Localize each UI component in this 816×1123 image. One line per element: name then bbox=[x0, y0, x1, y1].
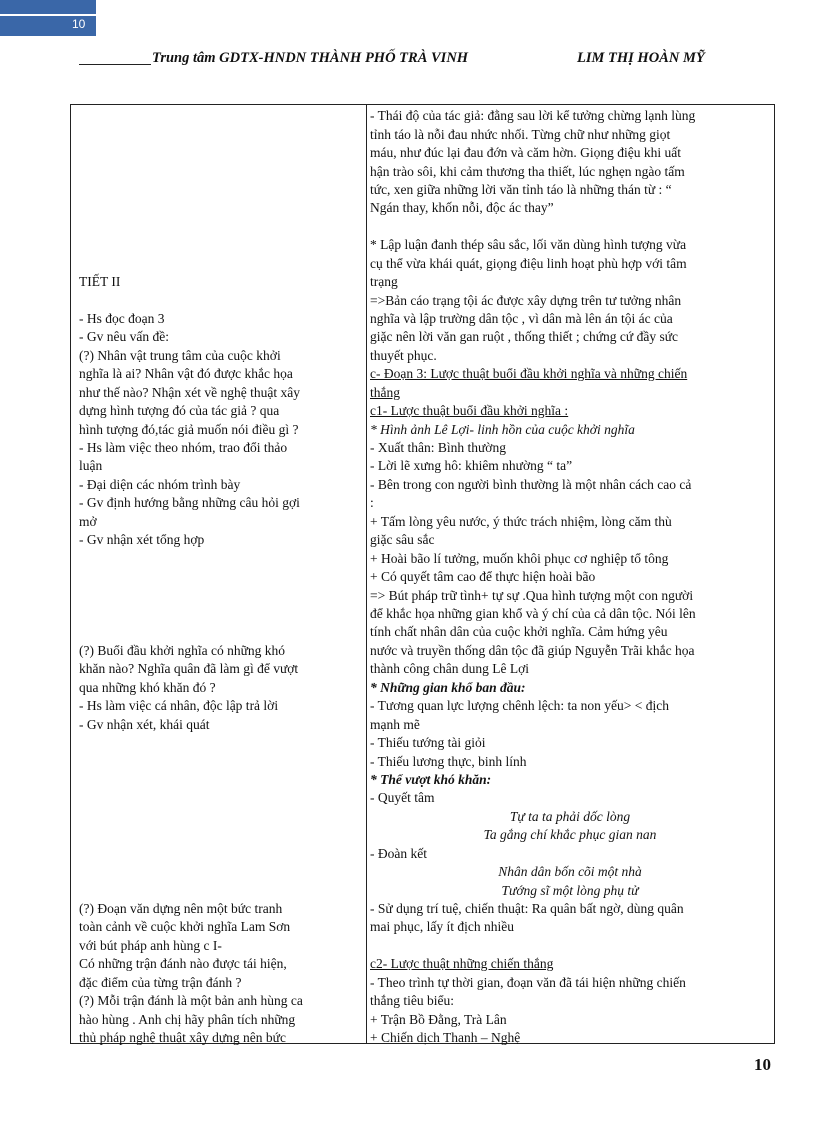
right-line: : bbox=[370, 495, 374, 510]
bold-italic-heading: * Những gian khổ ban đầu: bbox=[370, 680, 526, 695]
right-line: - Sử dụng trí tuệ, chiến thuật: Ra quân bất ngờ, dùng quân bbox=[370, 901, 684, 916]
left-line: (?) Buổi đầu khởi nghĩa có những khó bbox=[79, 643, 286, 658]
subsection-heading: c1- Lược thuật buổi đầu khởi nghĩa : bbox=[370, 403, 569, 418]
left-line: đặc điểm của từng trận đánh ? bbox=[79, 975, 242, 990]
right-line: - Xuất thân: Bình thường bbox=[370, 440, 506, 455]
right-line: - Tương quan lực lượng chênh lệch: ta non yếu> < địch bbox=[370, 698, 670, 713]
right-line: mai phục, lấy ít địch nhiều bbox=[370, 919, 514, 934]
right-line: trạng bbox=[370, 274, 398, 289]
right-line: cụ thể vừa khái quát, giọng điệu linh hoạt phù hợp với tâm bbox=[370, 256, 687, 271]
left-line: hào hùng . Anh chị hãy phân tích những bbox=[79, 1012, 296, 1027]
left-line: như thế nào? Nhận xét về nghệ thuật xây bbox=[79, 385, 300, 400]
right-line: thuyết phục. bbox=[370, 348, 437, 363]
left-line: luận bbox=[79, 458, 103, 473]
right-line: tỉnh táo là nỗi đau nhức nhối. Từng chữ như những giọt bbox=[370, 127, 671, 142]
right-line: hận trào sôi, khi cảm thương tha thiết, lúc nghẹn ngào tấm bbox=[370, 164, 685, 179]
left-line: hình tượng đó,tác giả muốn nói điều gì ? bbox=[79, 422, 299, 437]
left-line: nghĩa là ai? Nhân vật đó được khắc họa bbox=[79, 366, 293, 381]
right-line: + Chiến dịch Thanh – Nghệ bbox=[370, 1030, 521, 1045]
right-line: nước và truyền thống dân tộc đã giúp Nguyễn Trãi khắc họa bbox=[370, 643, 695, 658]
right-line: Ngán thay, khốn nỗi, độc ác thay” bbox=[370, 200, 554, 215]
left-line: mở bbox=[79, 514, 97, 529]
subsection-heading: c2- Lược thuật những chiến thắng bbox=[370, 956, 554, 971]
right-line: - Thái độ của tác giả: đằng sau lời kể tưởng chừng lạnh lùng bbox=[370, 108, 696, 123]
right-line: + Trận Bồ Đằng, Trà Lân bbox=[370, 1012, 507, 1027]
left-line: - Gv nêu vấn đề: bbox=[79, 329, 169, 344]
right-line: máu, như đúc lại đau đớn và căm hờn. Giọng điệu khi uất bbox=[370, 145, 682, 160]
left-line: - Hs làm việc theo nhóm, trao đổi thảo bbox=[79, 440, 288, 455]
left-line: - Hs đọc đoạn 3 bbox=[79, 311, 165, 326]
verse-line: Ta gắng chí khắc phục gian nan bbox=[483, 827, 657, 842]
header-author: LIM THỊ HOÀN MỸ bbox=[577, 50, 705, 66]
section-heading: thắng bbox=[370, 385, 400, 400]
header-institution: Trung tâm GDTX-HNDN THÀNH PHỐ TRÀ VINH bbox=[152, 50, 469, 66]
right-line: giặc nên lời văn gan ruột , thống thiết ; chứng cứ đầy sức bbox=[370, 329, 679, 344]
right-line: - Thiếu lương thực, binh lính bbox=[370, 754, 527, 769]
left-line: thủ pháp nghệ thuật xây dựng nên bức bbox=[79, 1030, 286, 1045]
bold-italic-heading: * Thể vượt khó khăn: bbox=[370, 772, 492, 787]
page-tab bbox=[0, 0, 96, 34]
right-line: + Tấm lòng yêu nước, ý thức trách nhiệm, lòng căm thù bbox=[370, 514, 672, 529]
left-line: - Gv định hướng bằng những câu hỏi gợi bbox=[79, 495, 300, 510]
right-line: * Lập luận đanh thép sâu sắc, lối văn dùng hình tượng vừa bbox=[370, 237, 687, 252]
right-line: để khắc họa những gian khổ và ý chí của cả dân tộc. Nói lên bbox=[370, 606, 696, 621]
left-line: (?) Đoạn văn dựng nên một bức tranh bbox=[79, 901, 283, 916]
right-line: tính chất nhân dân của cuộc khởi nghĩa. Cảm hứng yêu bbox=[370, 624, 668, 639]
right-line: =>Bản cáo trạng tội ác được xây dựng trên tư tưởng nhân bbox=[370, 293, 682, 308]
right-line: - Quyết tâm bbox=[370, 790, 435, 805]
left-line: - Gv nhận xét, khái quát bbox=[79, 717, 210, 732]
italic-heading: * Hình ảnh Lê Lợi- linh hồn của cuộc khởi nghĩa bbox=[370, 422, 635, 437]
verse-line: Nhân dân bốn cõi một nhà bbox=[498, 864, 642, 879]
page-header bbox=[0, 50, 816, 72]
right-line: => Bút pháp trữ tình+ tự sự .Qua hình tượng một con người bbox=[370, 588, 694, 603]
left-line: - Gv nhận xét tổng hợp bbox=[79, 532, 205, 547]
left-line: qua những khó khăn đó ? bbox=[79, 680, 216, 695]
right-line: giặc sâu sắc bbox=[370, 532, 435, 547]
left-line: toàn cảnh về cuộc khởi nghĩa Lam Sơn bbox=[79, 919, 291, 934]
section-heading: c- Đoạn 3: Lược thuật buổi đầu khởi nghĩa và những chiến bbox=[370, 366, 688, 381]
left-line: khăn nào? Nghĩa quân đã làm gì để vượt bbox=[79, 661, 299, 676]
right-line: mạnh mẽ bbox=[370, 717, 420, 732]
left-line: (?) Mỗi trận đánh là một bản anh hùng ca bbox=[79, 993, 303, 1008]
left-line: (?) Nhân vật trung tâm của cuộc khởi bbox=[79, 348, 281, 363]
right-line: - Theo trình tự thời gian, đoạn văn đã tái hiện những chiến bbox=[370, 975, 686, 990]
header-rule bbox=[79, 64, 151, 65]
lesson-heading: TIẾT II bbox=[79, 274, 121, 289]
right-line: - Thiếu tướng tài giỏi bbox=[370, 735, 486, 750]
left-line: với bút pháp anh hùng c I- bbox=[79, 938, 222, 953]
left-line: - Đại diện các nhóm trình bày bbox=[79, 477, 241, 492]
verse-line: Tướng sĩ một lòng phụ tử bbox=[501, 883, 639, 898]
left-line: Có những trận đánh nào được tái hiện, bbox=[79, 956, 287, 971]
right-line: - Lời lẽ xưng hô: khiêm nhường “ ta” bbox=[370, 458, 573, 473]
left-line: dựng hình tượng đó của tác giả ? qua bbox=[79, 403, 280, 418]
column-divider bbox=[366, 105, 367, 1043]
lesson-table bbox=[70, 104, 775, 1044]
page-number: 10 bbox=[754, 1055, 771, 1074]
right-line: + Có quyết tâm cao để thực hiện hoài bão bbox=[370, 569, 596, 584]
right-line: thắng tiêu biểu: bbox=[370, 993, 454, 1008]
right-line: tức, xen giữa những lời văn tỉnh táo là những thán từ : “ bbox=[370, 182, 672, 197]
right-line: - Bên trong con người bình thường là một nhân cách cao cả bbox=[370, 477, 692, 492]
right-line: thành công chân dung Lê Lợi bbox=[370, 661, 529, 676]
right-line: + Hoài bão lí tưởng, muốn khôi phục cơ nghiệp tổ tông bbox=[370, 551, 669, 566]
left-line: - Hs làm việc cá nhân, độc lập trả lời bbox=[79, 698, 279, 713]
right-line: - Đoàn kết bbox=[370, 846, 427, 861]
right-line: nghĩa và lập trường dân tộc , vì dân mà lên án tội ác của bbox=[370, 311, 673, 326]
page-tab-number: 10 bbox=[72, 17, 86, 31]
verse-line: Tự ta ta phải dốc lòng bbox=[509, 809, 631, 824]
